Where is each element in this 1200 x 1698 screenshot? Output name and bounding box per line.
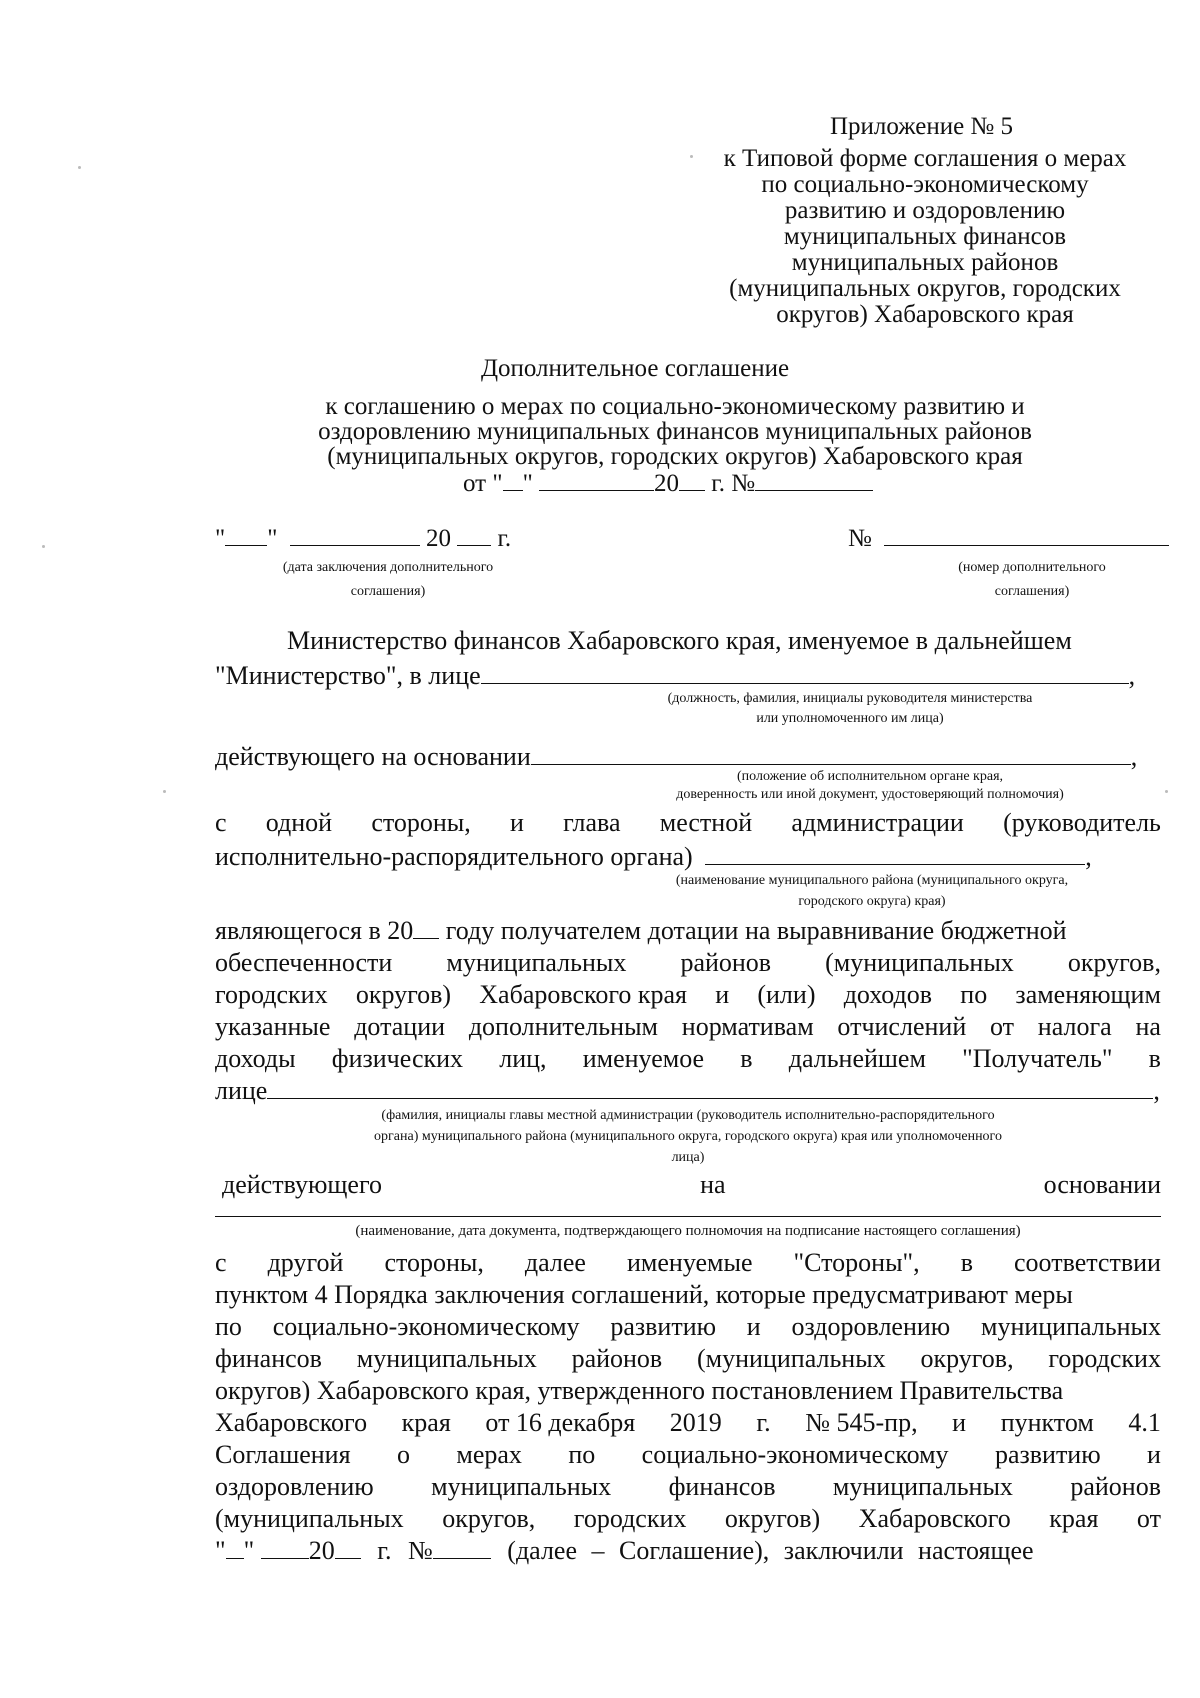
caption-municipality: (наименование муниципального района (муниципального округа, городского округа) края) xyxy=(675,873,1069,909)
number-caption: (номер дополнительного соглашения) xyxy=(958,560,1106,599)
scan-speck xyxy=(42,545,45,548)
scan-speck xyxy=(1165,790,1168,793)
appendix-line: по социально-экономическому xyxy=(761,171,1089,198)
recipient-row: доходы физических лиц, именуемое в дальнейшем "Получатель" в xyxy=(215,1044,1161,1073)
final-row: (муниципальных округов, городских округов) Хабаровского края от xyxy=(215,1504,1161,1533)
scan-speck xyxy=(78,166,81,169)
heading-line: к соглашению о мерах по социально-экономическому развитию и xyxy=(325,393,1025,420)
date-field: " " 20 г. xyxy=(215,525,512,552)
recipient-person-line: лице , xyxy=(215,1076,1160,1105)
caption-ministry-person: (должность, фамилия, инициалы руководителя министерства или уполномоченного им лица) xyxy=(667,691,1033,726)
scan-speck xyxy=(163,790,166,793)
recipient-row: городских округов) Хабаровского края и (или) доходов по заменяющим xyxy=(215,980,1161,1009)
ministry-basis-line: действующего на основании , xyxy=(215,742,1138,771)
final-row: Соглашения о мерах по социально-экономическому развитию и xyxy=(215,1440,1161,1469)
appendix-line: развитию и оздоровлению xyxy=(784,197,1066,224)
exec-body-line: исполнительно-распорядительного органа) , xyxy=(215,842,1092,871)
final-row: Хабаровского края от 16 декабря 2019 г. № 545-пр, и пунктом 4.1 xyxy=(215,1408,1161,1437)
appendix-reference xyxy=(690,146,1160,328)
appendix-line: муниципальных районов xyxy=(791,249,1059,276)
date-caption: (дата заключения дополнительного соглашения) xyxy=(282,560,494,599)
heading-from-line: от " " 20 г. № xyxy=(463,468,873,498)
final-row: оздоровлению муниципальных финансов муниципальных районов xyxy=(215,1472,1161,1501)
caption-authority-document: (наименование, дата документа, подтверждающего полномочия на подписание настоящего соглашения) xyxy=(355,1223,1021,1239)
paragraph-ministry: Министерство финансов Хабаровского края, именуемое в дальнейшем xyxy=(287,626,1072,655)
document-authority-blank xyxy=(215,1216,1161,1217)
number-field: № xyxy=(848,523,1169,553)
heading-line: (муниципальных округов, городских округов) Хабаровского края xyxy=(327,443,1023,470)
appendix-line: к Типовой форме соглашения о мерах xyxy=(723,145,1127,172)
heading-line: оздоровлению муниципальных финансов муниципальных районов xyxy=(318,418,1032,445)
appendix-line: муниципальных финансов xyxy=(783,223,1067,250)
appendix-title: Приложение № 5 xyxy=(830,113,1014,140)
final-line: пунктом 4 Порядка заключения соглашений, которые предусматривают меры xyxy=(215,1280,1073,1309)
recipient-row: обеспеченности муниципальных районов (муниципальных округов, xyxy=(215,948,1161,977)
final-line: округов) Хабаровского края, утвержденного постановлением Правительства xyxy=(215,1376,1064,1405)
appendix-line: (муниципальных округов, городских xyxy=(729,275,1121,302)
final-last-line: " " 20 г. № (далее – Соглашение), заключили настоящее xyxy=(215,1536,1034,1565)
final-row: финансов муниципальных районов (муниципальных округов, городских xyxy=(215,1344,1161,1373)
caption-ministry-basis: (положение об исполнительном органе края, доверенность или иной документ, удостоверяющий полномочия) xyxy=(676,769,1064,802)
final-row: по социально-экономическому развитию и оздоровлению муниципальных xyxy=(215,1312,1161,1341)
recipient-line-1: являющегося в 20 году получателем дотации на выравнивание бюджетной xyxy=(215,916,1067,945)
appendix-line: округов) Хабаровского края xyxy=(776,301,1074,328)
document-title: Дополнительное соглашение xyxy=(480,355,790,382)
caption-recipient-person: (фамилия, инициалы главы местной администрации (руководитель исполнительно-распорядительного органа) муниципального района (муниципального округа, городского округа) края или уполномоченного лица) xyxy=(374,1108,1002,1165)
ministry-person-line: "Министерство", в лице , xyxy=(215,661,1136,690)
acting-row: действующего на основании xyxy=(222,1170,1161,1199)
final-row: с другой стороны, далее именуемые "Стороны", в соответствии xyxy=(215,1248,1161,1277)
side-row: с одной стороны, и глава местной администрации (руководитель xyxy=(215,808,1161,837)
heading-block xyxy=(245,394,1105,469)
recipient-row: указанные дотации дополнительным нормативам отчислений от налога на xyxy=(215,1012,1161,1041)
